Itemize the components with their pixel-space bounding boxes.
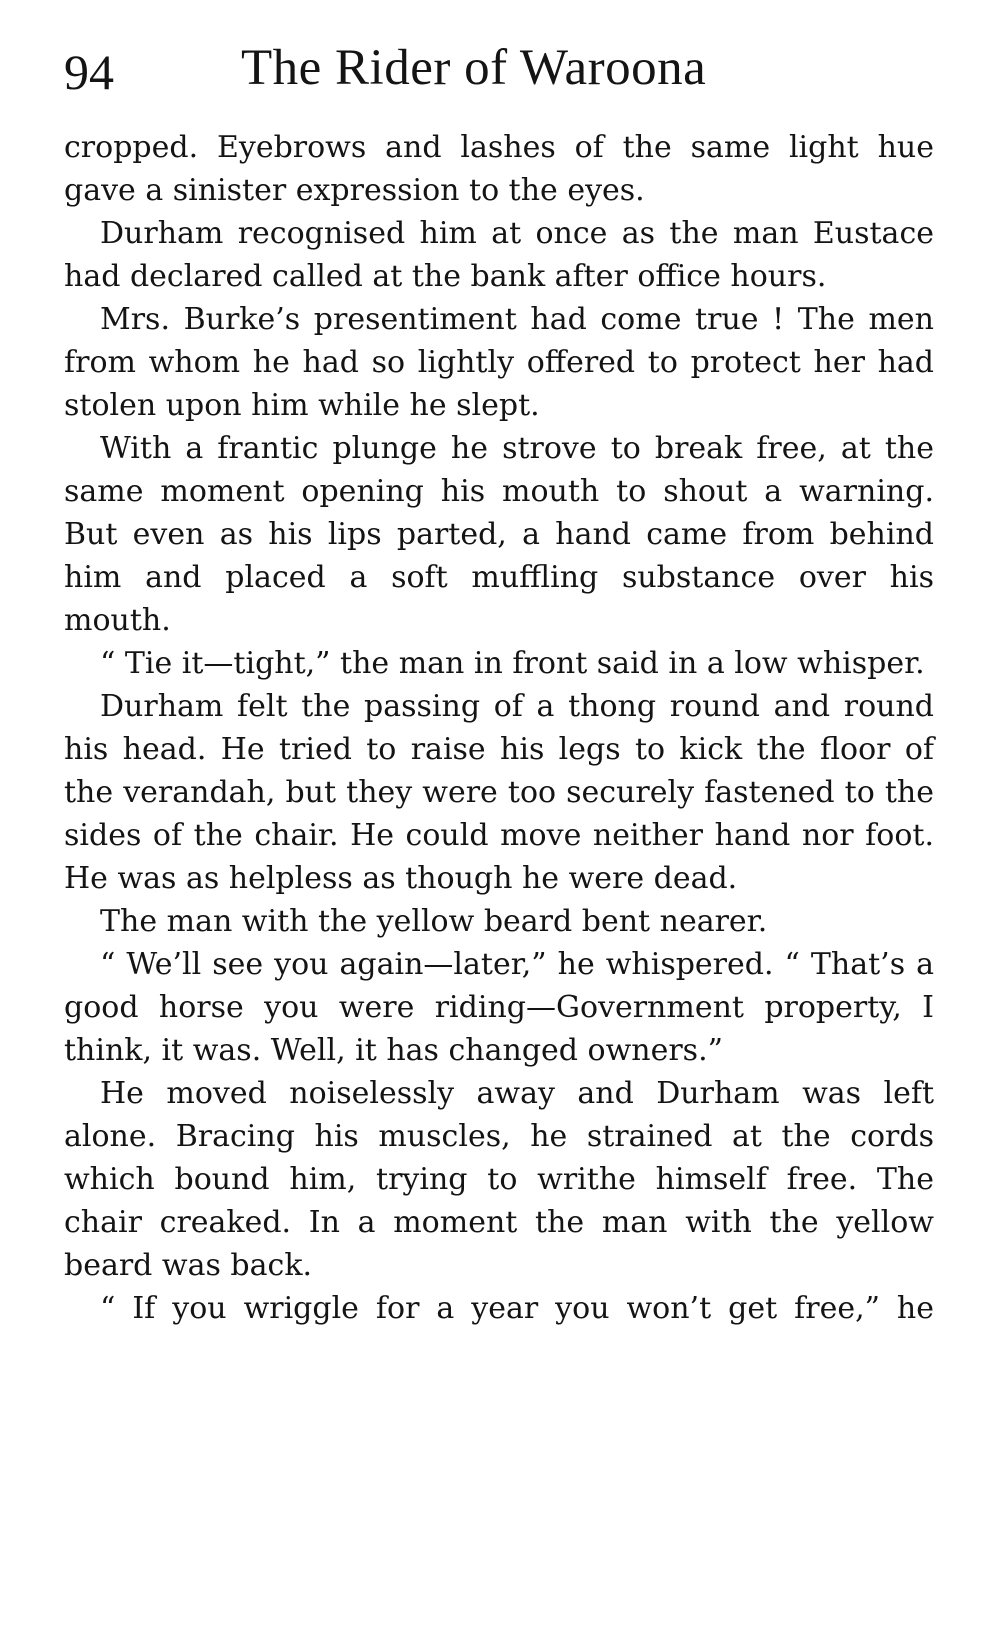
- paragraph: Durham recognised him at once as the man Eustace had declared called at the bank after office hours.: [64, 216, 934, 294]
- paragraph: With a frantic plunge he strove to break free, at the same moment opening his mouth to shout a warning. But even as his lips parted, a hand came from behind him and placed a soft muffling substance over his mouth.: [64, 431, 934, 638]
- paragraph: The man with the yellow beard bent nearer.: [100, 904, 768, 939]
- paragraph: Mrs. Burke’s presentiment had come true ! The men from whom he had so lightly offered to protect her had stolen upon him while he slept.: [64, 302, 934, 423]
- paragraph: Durham felt the passing of a thong round and round his head. He tried to raise his legs to kick the floor of the verandah, but they were too securely fastened to the sides of the chair. He could move neither hand nor foot. He was as helpless as though he were dead.: [64, 689, 934, 896]
- body-text: [64, 126, 934, 1330]
- page-number: 94: [64, 44, 114, 100]
- running-title: The Rider of Waroona: [241, 40, 707, 96]
- running-head: [64, 38, 904, 108]
- paragraph: “ We’ll see you again—later,” he whispered. “ That’s a good horse you were riding—Government property, I think, it was. Well, it has changed owners.”: [64, 947, 934, 1068]
- paragraph: He moved noiselessly away and Durham was left alone. Bracing his muscles, he strained at the cords which bound him, trying to writhe himself free. The chair creaked. In a moment the man with the yellow beard was back.: [64, 1076, 934, 1283]
- paragraph: cropped. Eyebrows and lashes of the same light hue gave a sinister expression to the eyes.: [64, 130, 934, 208]
- paragraph: “ Tie it—tight,” the man in front said in a low whisper.: [100, 646, 925, 681]
- paragraph: “ If you wriggle for a year you won’t get free,” he: [100, 1291, 934, 1326]
